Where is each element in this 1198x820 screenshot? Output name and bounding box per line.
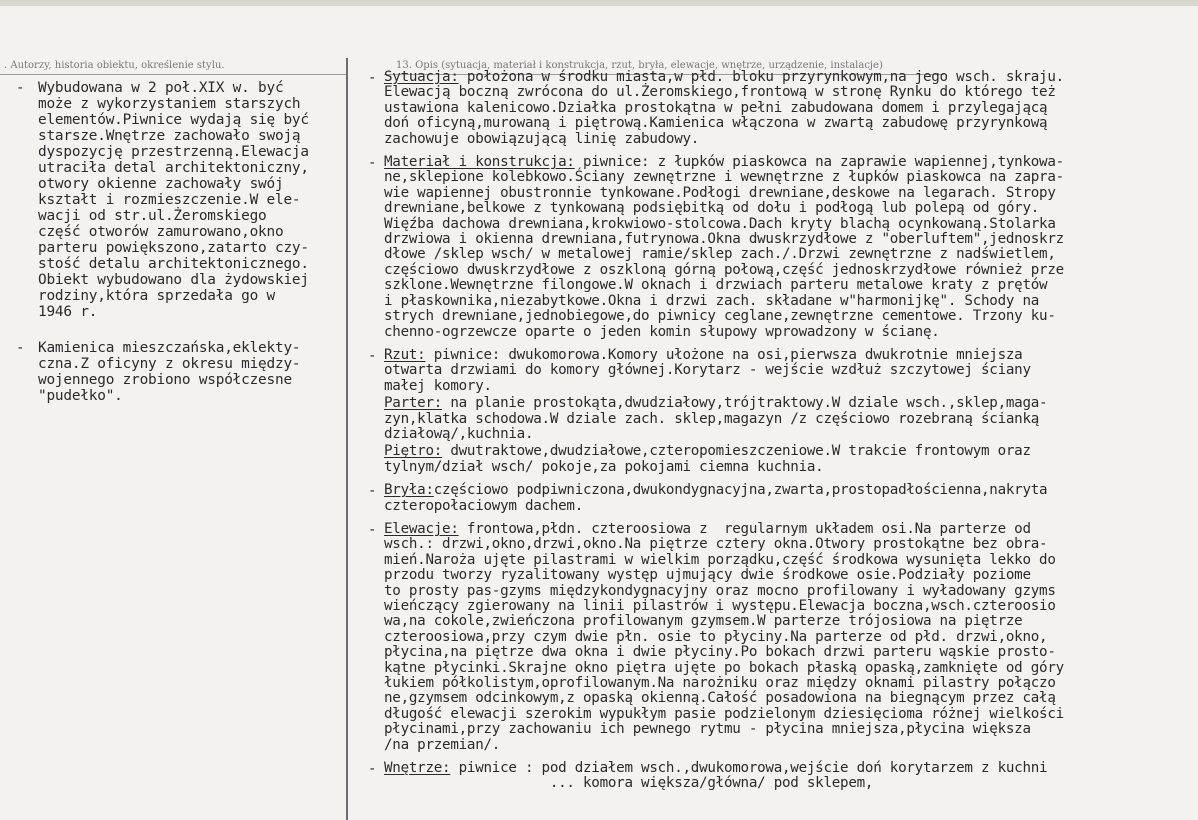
- text-line: [384, 761, 1196, 776]
- text-fragment: piwnice: z łupków piaskowca na zaprawie wapiennej,tynkowa-: [574, 154, 1064, 171]
- list-dash: -: [16, 80, 25, 96]
- text-line: wa,na cokole,zwieńczona profilowanym gzymsem.W parterze trójosiowa na piętrze: [384, 613, 1023, 630]
- description-section: [368, 482, 1196, 514]
- section-label: Sytuacja:: [384, 69, 459, 85]
- text-line: wacji od str.ul.Żeromskiego: [38, 208, 267, 224]
- left-column-header: . Autorzy, historia obiektu, określenie stylu.: [4, 60, 225, 71]
- left-column: [16, 80, 346, 424]
- section-label: Elewacje:: [384, 520, 459, 537]
- text-line: /na przemian/.: [384, 736, 501, 753]
- text-line: doń oficyną,murowaną i piętrową.Kamienica włączona w zwartą zabudowę przyrynkową: [384, 115, 1048, 132]
- text-line: płycina,na piętrze dwa okna i dwie płyciny.Po bokach drzwi parteru wąskie prosto-: [384, 644, 1056, 661]
- text-line: przodu tworzy ryzalitowany występ ujmujący dwie środkowe osie.Podziały poziome: [384, 567, 1031, 584]
- text-line: wie wapiennej obustronnie tynkowane.Podłogi drewniane,deskowe na legarach. Stropy: [384, 184, 1056, 201]
- text-line: Więźba dachowa drewniana,krokwiowo-stolcowa.Dach kryty blachą ocynkowaną.Stolarka: [384, 215, 1056, 232]
- text-line: ne,gzymsem odcinkowym,z opaską okienną.Całość posadowiona na biegnącym przez całą: [384, 690, 1056, 707]
- page-top-edge: [0, 0, 1198, 6]
- text-line: "pudełko".: [38, 388, 123, 404]
- text-line: długość elewacji szerokim wypukłym pasie podzielonym dziesięcioma różnej wielkości: [384, 705, 1064, 722]
- text-line: ... komora większa/główna/ pod sklepem,: [384, 775, 874, 792]
- section-label: Rzut:: [384, 346, 426, 363]
- text-line: Elewacją boczną zwrócona do ul.Żeromskiego,frontową w stronę Rynku do którego też: [384, 84, 1056, 101]
- text-line: czna.Z oficyny z okresu między-: [38, 356, 301, 372]
- text-line: 1946 r.: [38, 304, 98, 320]
- description-section: [368, 520, 1196, 753]
- text-line: [384, 444, 1196, 459]
- list-dash: -: [368, 347, 377, 364]
- text-line: i płaskownika,niezabytkowe.Okna i drzwi zach. składane w"harmonijkę". Schody na: [384, 292, 1040, 309]
- text-line: elementów.Piwnice wydają się być: [38, 112, 309, 128]
- text-fragment: na planie prostokąta,dwudziałowy,trójtraktowy.W dziale wsch.,sklep,maga-: [442, 395, 1048, 412]
- text-line: zyn,klatka schodowa.W dziale zach. sklep,magazyn /z częściowo rozebraną ścianką: [384, 410, 1040, 427]
- text-line: wojennego zrobiono współczesne: [38, 372, 292, 388]
- text-fragment: dwutraktowe,dwudziałowe,czteropomieszczeniowe.W trakcie frontowym oraz: [442, 443, 1031, 460]
- text-line: [384, 483, 1196, 498]
- subsection-label: Parter:: [384, 395, 443, 412]
- section-label: Bryła:: [384, 482, 434, 499]
- text-line: tylnym/dział wsch/ pokoje,za pokojami ciemna kuchnia.: [384, 458, 824, 475]
- text-line: [384, 522, 1196, 537]
- text-fragment: częściowo podpiwniczona,dwukondygnacyjna,zwarta,prostopadłościenna,nakryta: [433, 482, 1048, 499]
- description-section: [368, 346, 1196, 475]
- text-fragment: położona w środku miasta,w płd. bloku przyrynkowym,na jego wsch. skraju.: [458, 69, 1064, 85]
- text-line: Kamienica mieszczańska,eklekty-: [38, 340, 301, 356]
- right-column-header: 13. Opis (sytuacja, materiał i konstrukcja, rzut, bryła, elewacje, wnętrze, urządzenie, instalacje): [396, 60, 883, 71]
- section-label: Wnętrze:: [384, 760, 451, 777]
- text-line: ustawiona kalenicowo.Działka prostokątna w pełni zabudowana domem i przylegającą: [384, 99, 1048, 116]
- subsection-label: Piętro:: [384, 443, 443, 460]
- text-line: część otworów zamurowano,okno: [38, 224, 284, 240]
- text-line: Wybudowana w 2 poł.XIX w. być: [38, 80, 284, 96]
- text-fragment: piwnice : pod działem wsch.,dwukomorowa,wejście doń korytarzem z kuchni: [450, 760, 1048, 777]
- text-line: strych drewniane,jednobiegowe,do piwnicy ceglane,zewnętrzne cementowe. Trzony ku-: [384, 308, 1056, 325]
- text-line: starsze.Wnętrze zachowało swoją: [38, 128, 301, 144]
- text-line: działową/,kuchnia.: [384, 425, 534, 442]
- text-line: płycinami,przy zachowaniu ich pewnego rytmu - płycina mniejsza,płycina większa: [384, 721, 1031, 738]
- column-divider: [346, 58, 348, 820]
- description-section: [368, 154, 1196, 340]
- text-line: otwory okienne zachowały swój: [38, 176, 284, 192]
- text-line: otwarta drzwiami do komory głównej.Korytarz - wejście wzdłuż szczytowej ściany: [384, 362, 1031, 379]
- text-line: czteropołaciowym dachem.: [384, 497, 583, 514]
- list-dash: -: [368, 483, 377, 500]
- list-dash: -: [368, 70, 377, 86]
- text-fragment: piwnice: dwukomorowa.Komory ułożone na osi,pierwsza dwukrotnie mniejsza: [425, 346, 1023, 363]
- text-line: Obiekt wybudowano dla żydowskiej: [38, 272, 309, 288]
- left-header-rule: [0, 74, 346, 75]
- text-line: kątne płycinki.Skrajne okno piętra ujęte po bokach płaską opaską,zamknięte od góry: [384, 659, 1064, 676]
- text-line: może z wykorzystaniem starszych: [38, 96, 301, 112]
- text-line: dłowe /sklep wsch/ w metalowej ramie/sklep zach./.Drzwi zewnętrzne z nadświetlem,: [384, 246, 1056, 263]
- list-dash: -: [368, 521, 377, 538]
- text-line: [384, 348, 1196, 363]
- text-line: zachowuje obowiązującą linię zabudowy.: [384, 130, 700, 147]
- left-list-item: [16, 80, 346, 320]
- text-line: ne,sklepione kolebkowo.Ściany zewnętrzne i wewnętrzne z łupków piaskowca na zapra-: [384, 169, 1064, 186]
- text-line: [384, 396, 1196, 411]
- text-line: drewniane,belkowe z tynkowaną podsiębitką od dołu i podłogą lub polepą od góry.: [384, 200, 1040, 217]
- text-line: mień.Naroża ujęte pilastrami w wielkim porządku,część środkowa wysunięta lekko do: [384, 551, 1056, 568]
- text-line: drzwiowa i okienna drewniana,futrynowa.Okna dwuskrzydłowe z "oberluftem",jednoskrz: [384, 231, 1064, 248]
- text-line: szklone.Wewnętrzne filongowe.W oknach i drzwiach parteru metalowe kraty z prętów: [384, 277, 1048, 294]
- text-line: parteru powiększono,zatarto czy-: [38, 240, 309, 256]
- text-line: częściowo dwuskrzydłowe z oszkloną górną połową,część jednoskrzydłowe również prze: [384, 261, 1064, 278]
- list-dash: -: [368, 761, 377, 778]
- text-line: dyspozycję przestrzenną.Elewacja: [38, 144, 309, 160]
- text-line: wsch.: drzwi,okno,drzwi,okno.Na piętrze cztery okna.Otwory prostokątne bez obra-: [384, 536, 1048, 553]
- text-line: to prosty pas-gzyms międzykondygnacyjny oraz mocno profilowany i wyładowany gzyms: [384, 582, 1056, 599]
- left-list-item: [16, 340, 346, 404]
- description-section: [368, 760, 1196, 792]
- text-line: małej komory.: [384, 377, 492, 394]
- text-line: utraciła detal architektoniczny,: [38, 160, 309, 176]
- text-line: chenno-ogrzewcze oparte o jeden komin słupowy wprowadzony w ścianę.: [384, 323, 940, 340]
- list-dash: -: [368, 155, 377, 172]
- text-line: rodziny,która sprzedała go w: [38, 288, 275, 304]
- right-column: [368, 69, 1196, 800]
- text-fragment: frontowa,płdn. czteroosiowa z regularnym układem osi.Na parterze od: [458, 520, 1031, 537]
- section-label: Materiał i konstrukcja:: [384, 154, 575, 171]
- text-line: łukiem półkolistym,oprofilowanym.Na narożniku oraz między oknami pilastry połączo: [384, 675, 1056, 692]
- text-line: stość detalu architektonicznego.: [38, 256, 309, 272]
- list-dash: -: [16, 340, 25, 356]
- text-line: czteroosiowa,przy czym dwie płn. osie to płyciny.Na parterze od płd. drzwi,okno,: [384, 628, 1048, 645]
- text-line: kształt i rozmieszczenie.W ele-: [38, 192, 301, 208]
- text-line: wieńczący zgierowany na linii pilastrów i występu.Elewacja boczna,wsch.czteroosio: [384, 598, 1056, 614]
- description-section: [368, 69, 1196, 147]
